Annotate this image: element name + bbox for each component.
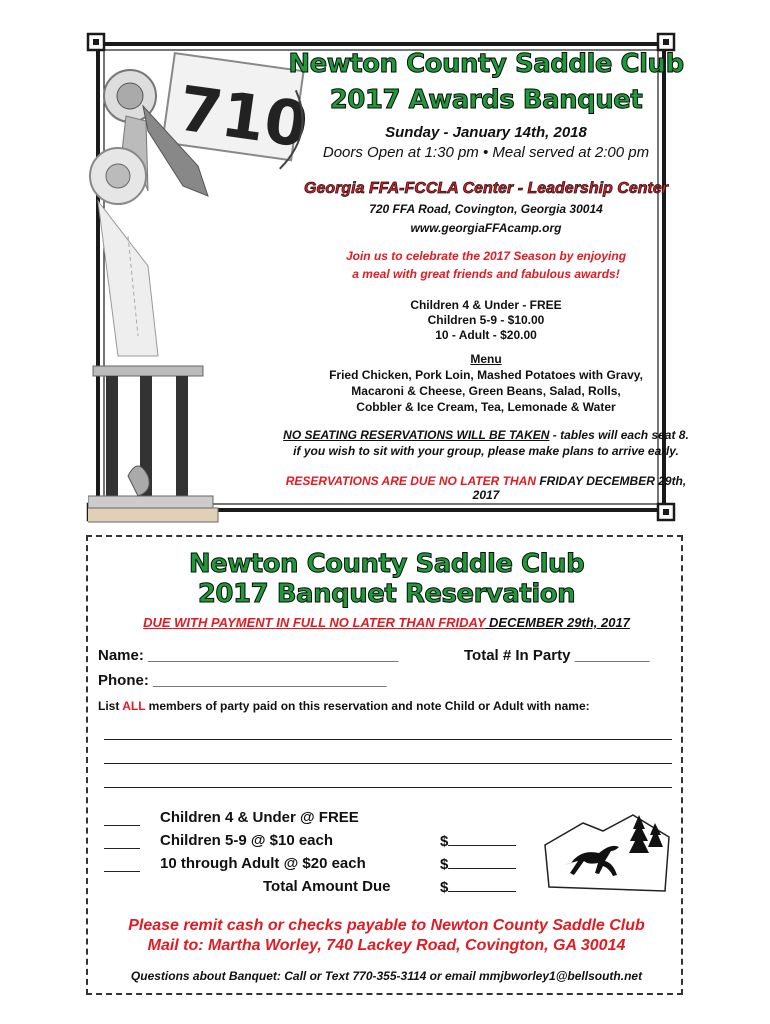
option-children-5-9: Children 5-9 @ $10 each	[160, 832, 334, 849]
reservation-deadline-date: FRIDAY DECEMBER 29th, 2017	[472, 474, 687, 502]
flyer-title-line1: Newton County Saddle Club	[288, 49, 684, 79]
reservation-form	[86, 535, 683, 995]
price-children-5-9: Children 5-9 - $10.00	[427, 313, 545, 327]
total-amount-field[interactable]	[440, 878, 516, 896]
form-title-line2: 2017 Banquet Reservation	[197, 579, 576, 609]
menu-line-2: Macaroni & Cheese, Green Beans, Salad, Rolls,	[351, 384, 621, 398]
price-adult: 10 - Adult - $20.00	[435, 328, 537, 342]
venue-website[interactable]: www.georgiaFFAcamp.org	[410, 221, 562, 235]
reservation-deadline-red: RESERVATIONS ARE DUE NO LATER THAN	[285, 474, 536, 488]
seating-notice-emphasis: NO SEATING RESERVATIONS WILL BE TAKEN	[283, 428, 550, 442]
amount-children-5-9[interactable]	[440, 832, 516, 850]
total-in-party-field[interactable]: Total # In Party _________	[464, 647, 650, 664]
party-member-line-2[interactable]	[104, 763, 672, 764]
remit-payable-line: Please remit cash or checks payable to Newton County Saddle Club	[128, 917, 645, 934]
flyer-title-line2: 2017 Awards Banquet	[329, 85, 643, 115]
invite-line-1: Join us to celebrate the 2017 Season by enjoying	[345, 249, 627, 263]
option-adult: 10 through Adult @ $20 each	[160, 855, 366, 872]
horse-landscape-illustration	[543, 805, 671, 897]
total-amount-label: Total Amount Due	[263, 878, 391, 895]
price-children-under-4: Children 4 & Under - FREE	[410, 298, 562, 312]
venue-name: Georgia FFA-FCCLA Center - Leadership Center	[304, 180, 668, 197]
seating-notice-line2: if you wish to sit with your group, please make plans to arrive early.	[293, 444, 679, 458]
form-title-line1: Newton County Saddle Club	[188, 549, 585, 579]
venue-address: 720 FFA Road, Covington, Georgia 30014	[369, 202, 603, 216]
questions-contact: Questions about Banquet: Call or Text 770-355-3114 or email mmjbworley1@bellsouth.net	[130, 969, 643, 983]
amount-adult[interactable]	[440, 855, 516, 873]
list-suffix: members of party paid on this reservation and note Child or Adult with name:	[145, 699, 590, 713]
option-children-under-4: Children 4 & Under @ FREE	[160, 809, 359, 826]
seating-notice	[276, 428, 696, 442]
dollar-sign: $	[440, 856, 449, 873]
party-members-instructions	[98, 699, 590, 713]
event-date: Sunday - January 14th, 2018	[385, 124, 587, 141]
party-member-line-3[interactable]	[104, 787, 672, 788]
list-all: ALL	[122, 699, 146, 713]
event-flyer	[86, 32, 689, 522]
reservation-deadline	[276, 474, 696, 502]
seating-notice-rest: - tables will each seat 8.	[549, 428, 689, 442]
party-member-line-1[interactable]	[104, 739, 672, 740]
event-times: Doors Open at 1:30 pm • Meal served at 2:00 pm	[322, 144, 650, 161]
payment-due-notice	[88, 615, 685, 630]
menu-line-3: Cobbler & Ice Cream, Tea, Lemonade & Water	[356, 400, 616, 414]
menu-line-1: Fried Chicken, Pork Loin, Mashed Potatoes with Gravy,	[329, 368, 643, 382]
dollar-sign: $	[440, 879, 449, 896]
invite-line-2: a meal with great friends and fabulous awards!	[352, 267, 620, 281]
qty-children-5-9[interactable]	[104, 848, 140, 849]
name-field[interactable]: Name: ______________________________	[98, 647, 399, 664]
menu-heading: Menu	[470, 352, 502, 366]
ribbon-number: 710	[174, 71, 313, 162]
payment-due-red: DUE WITH PAYMENT IN FULL NO LATER THAN FRIDAY	[143, 615, 486, 630]
remit-mail-line: Mail to: Martha Worley, 740 Lackey Road, Covington, GA 30014	[147, 937, 626, 954]
list-prefix: List	[98, 699, 123, 713]
payment-due-date: DECEMBER 29th, 2017	[485, 615, 630, 630]
phone-field[interactable]: Phone: ____________________________	[98, 672, 387, 689]
qty-adult[interactable]	[104, 871, 140, 872]
qty-children-under-4[interactable]	[104, 825, 140, 826]
dollar-sign: $	[440, 833, 449, 850]
